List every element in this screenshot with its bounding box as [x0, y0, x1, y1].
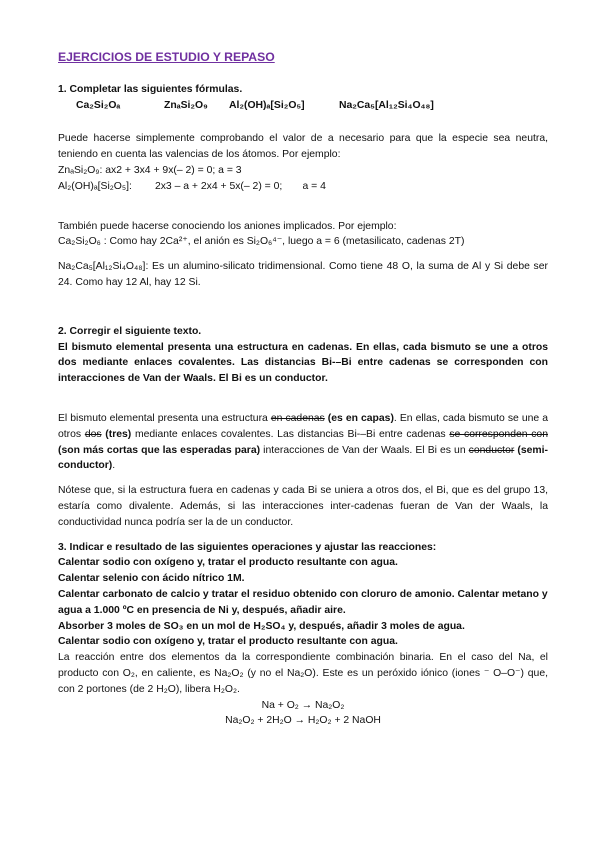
exercise-2-heading: 2. Corregir el siguiente texto. [58, 325, 202, 337]
page-title: EJERCICIOS DE ESTUDIO Y REPASO [58, 50, 275, 64]
exercise-1-heading: 1. Completar las siguientes fórmulas. [58, 83, 243, 95]
corrected-text-part: . [112, 460, 116, 472]
equation-1: Na + O₂ → Na₂O₂ [261, 699, 345, 711]
exercise-2-corrected-text [58, 411, 548, 474]
correction-text: (semi-conductor) [58, 444, 548, 472]
exercise-3-item: Absorber 3 moles de SO₃ en un mol de H₂SO₄ y, después, añadir 3 moles de agua. [58, 620, 465, 632]
formula-1: Ca₂Si₂Oₐ [76, 99, 121, 111]
corrected-text-part: interacciones de Van der Waals. El Bi es un [260, 444, 469, 456]
formula-list [58, 98, 548, 114]
exercise-3-item: Calentar sodio con oxígeno y, tratar el producto resultante con agua. [58, 557, 398, 569]
struck-text: dos [84, 428, 102, 440]
corrected-text-part: mediante enlaces covalentes. Las distancias Bi-–Bi entre cadenas [131, 428, 450, 440]
exercise-2-note: Nótese que, si la estructura fuera en cadenas y cada Bi se uniera a otros dos, el Bi, que es del grupo 13, estaría como divalente. Además, si las interacciones inter-cadenas fueran de Van der Waals, la conductividad nunca podría ser la de un conductor. [58, 485, 548, 528]
correction-text: (son más cortas que las esperadas para) [58, 444, 261, 456]
exercise-3-item: Calentar selenio con ácido nítrico 1M. [58, 573, 245, 585]
struck-text: conductor [468, 444, 515, 456]
exercise-1-paragraph-3: Na₂Ca₅[Al₁₂Si₄O₄₈]: Es un alumino-silicato tridimensional. Como tiene 48 O, la suma de Al y Si debe ser 24. Como hay 12 Al, hay 12 Si. [58, 261, 548, 288]
correction-text: (es en capas) [324, 412, 394, 424]
formula-4: Na₂Ca₅[Al₁₂Si₄O₄₈] [339, 99, 434, 111]
exercise-1-line-3: Ca₂Si₂O₆ : Como hay 2Ca²⁺, el anión es Si₂O₆⁴⁻, luego a = 6 (metasilicato, cadenas 2T) [58, 236, 465, 248]
struck-text: en cadenas [270, 412, 325, 424]
formula-2: ZnₐSi₂O₉ [164, 99, 208, 111]
exercise-1-paragraph-2: También puede hacerse conociendo los aniones implicados. Por ejemplo: [58, 220, 397, 232]
struck-text: se corresponden con [449, 428, 548, 440]
corrected-text-part: . En ellas, cada bismuto se une a otros [58, 412, 549, 440]
exercise-3-item: Calentar sodio con oxígeno y, tratar el producto resultante con agua. [58, 636, 398, 648]
exercise-1-line-1: ZnₐSi₂O₉: ax2 + 3x4 + 9x(– 2) = 0; a = 3 [58, 164, 242, 176]
formula-3: Al₂(OH)ₐ[Si₂O₅] [229, 99, 305, 111]
exercise-3-heading: 3. Indicar e resultado de las siguientes operaciones y ajustar las reacciones: [58, 541, 437, 553]
exercise-3-answer: La reacción entre dos elementos da la correspondiente combinación binaria. En el caso del Na, el producto con O₂, en caliente, es Na₂O₂ (y no el Na₂O). Este es un peróxido iónico (iones ⁻ O–O⁻) que, con 2 portones (de 2 H₂O), libera H₂O₂. [58, 652, 548, 695]
exercise-3-item: Calentar carbonato de calcio y tratar el residuo obtenido con cloruro de amonio. Calentar metano y agua a 1.000 ºC en presencia de Ni y, después, añadir aire. [58, 588, 548, 616]
exercise-1-line-2: Al₂(OH)ₐ[Si₂O₅]: 2x3 – a + 2x4 + 5x(– 2) = 0; a = 4 [58, 180, 326, 192]
corrected-text-part: El bismuto elemental presenta una estructura [58, 412, 271, 424]
document-page [58, 50, 548, 729]
exercise-1-paragraph-1: Puede hacerse simplemente comprobando el valor de a necesario para que la especie sea neutra, teniendo en cuenta las valencias de los átomos. Por ejemplo: [58, 133, 548, 161]
equation-2: Na₂O₂ + 2H₂O → H₂O₂ + 2 NaOH [225, 715, 381, 727]
exercise-2-original-text: El bismuto elemental presenta una estructura en cadenas. En ellas, cada bismuto se une a otros dos mediante enlaces covalentes. Las distancias Bi-–Bi entre cadenas se corresponden con interacciones de Van der Waals. El Bi es un conductor. [58, 341, 548, 385]
correction-text: (tres) [101, 428, 132, 440]
